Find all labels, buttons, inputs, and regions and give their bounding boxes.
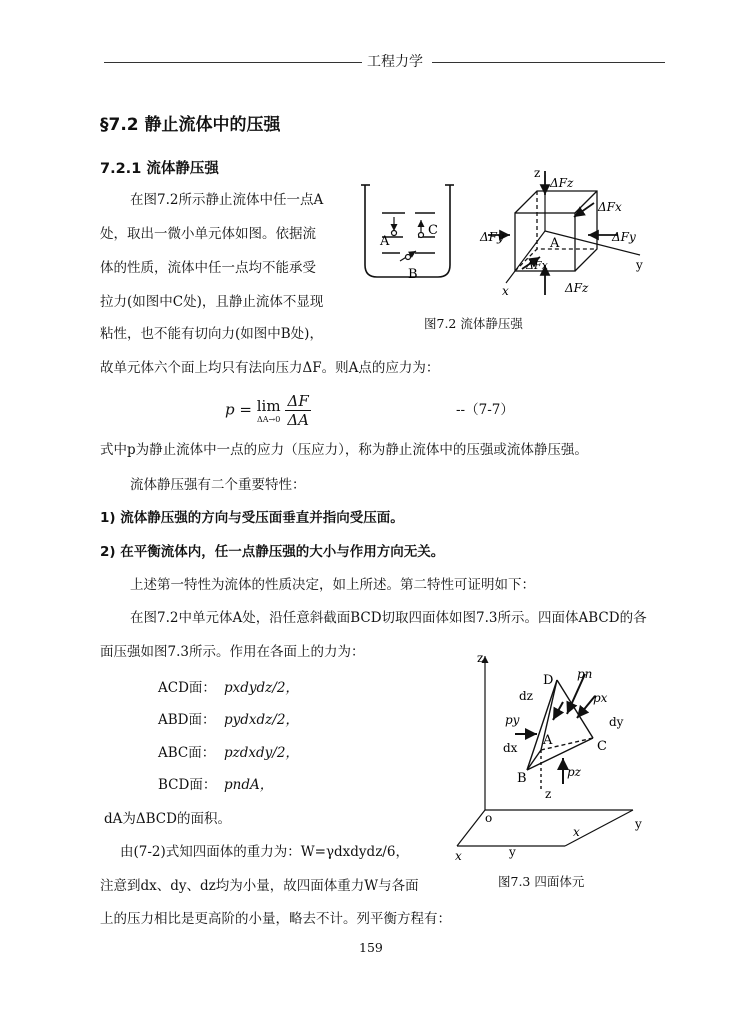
formula-lim-word: lim (256, 397, 281, 415)
property-2: 2) 在平衡流体内，任一点静压强的大小与作用方向无关。 (100, 544, 445, 560)
label-inner-y: y (509, 845, 516, 859)
formula-lhs: p = (225, 400, 252, 419)
formula-numerator: ΔF (285, 392, 311, 411)
label-point-c: C (428, 223, 438, 238)
beaker (361, 185, 454, 277)
header-rule-right (432, 62, 665, 63)
label-cube-a: A (550, 236, 560, 251)
label-force-fx-inner: ΔFx (526, 259, 548, 272)
label-point-a: A (380, 234, 390, 249)
paragraph-line: 在图7.2所示静止流体中任一点A (130, 192, 324, 208)
label-pn: pn (577, 667, 593, 681)
force-face-abc: ABC面： (158, 745, 216, 761)
paragraph-line: 拉力(如图中C处)，且静止流体不显现 (100, 294, 324, 310)
label-outer-y: y (635, 817, 642, 831)
label-px: px (593, 691, 608, 705)
label-dx: dx (503, 741, 518, 755)
label-dy: dy (609, 715, 624, 729)
force-expr-acd: pxdydz/2， (224, 680, 299, 696)
force-expr-abd: pydxdz/2， (224, 712, 299, 728)
paragraph-line: 粘性，也不能有切向力(如图中B处)， (100, 326, 323, 342)
label-axis-z: z (534, 166, 541, 180)
paragraph-5-line-2: 面压强如图7.3所示。作用在各面上的力为： (100, 644, 365, 660)
header-title: 工程力学 (367, 54, 423, 70)
label-outer-z: z (477, 651, 484, 665)
paragraph-line: 处，取出一微小单元体如图。依据流 (100, 226, 316, 242)
label-axis-x: x (502, 284, 509, 298)
property-1: 1) 流体静压强的方向与受压面垂直并指向受压面。 (100, 510, 404, 526)
label-vertex-b: B (517, 771, 527, 786)
label-pz: pz (567, 765, 582, 779)
formula-lim-subscript: ΔA→0 (256, 415, 281, 424)
formula-tag: --（7-7） (456, 402, 514, 418)
label-dz: dz (519, 689, 534, 703)
beaker-points (392, 217, 424, 261)
paragraph-7-line-2: 注意到dx、dy、dz均为小量，故四面体重力W与各面 (100, 878, 419, 894)
figure-7-2-caption: 图7.2 流体静压强 (424, 316, 523, 331)
paragraph-7-line-1: 由(7-2)式知四面体的重力为：W=γdxdydz/6， (120, 844, 409, 860)
paragraph-5-line-1: 在图7.2中单元体A处，沿任意斜截面BCD切取四面体如图7.3所示。四面体ABCD的各 (130, 610, 647, 626)
paragraph-4: 上述第一特性为流体的性质决定，如上所述。第二特性可证明如下： (130, 577, 535, 593)
label-force-fy-right: ΔFy (612, 230, 636, 244)
label-force-fy-left: ΔFy (480, 230, 504, 244)
paragraph-line: 体的性质，流体中任一点均不能承受 (100, 260, 316, 276)
formula-fraction (285, 392, 311, 429)
label-vertex-d: D (543, 673, 554, 688)
formula-limit (257, 397, 281, 424)
label-inner-z: z (545, 787, 552, 801)
label-py: py (505, 713, 520, 727)
figure-7-2 (360, 165, 660, 335)
label-axis-y: y (636, 258, 643, 272)
page-number: 159 (359, 940, 383, 955)
formula-denominator: ΔA (287, 411, 310, 429)
label-vertex-a: A (543, 733, 553, 748)
label-force-fz-top: ΔFz (550, 176, 574, 190)
label-force-fx: ΔFx (598, 200, 622, 214)
paragraph-7-line-3: 上的压力相比是更高阶的小量，略去不计。列平衡方程有： (100, 911, 451, 927)
label-inner-x: x (573, 825, 580, 839)
label-force-fz-bottom: ΔFz (565, 281, 589, 295)
label-origin: o (485, 811, 493, 825)
paragraph-line: 故单元体六个面上均只有法向压力ΔF。则A点的应力为： (100, 360, 440, 376)
paragraph-2: 式中p为静止流体中一点的应力（压应力），称为静止流体中的压强或流体静压强。 (100, 442, 588, 458)
label-outer-x: x (455, 849, 462, 863)
force-expr-abc: pzdxdy/2， (224, 745, 299, 761)
figure-7-3-caption: 图7.3 四面体元 (498, 874, 585, 889)
subsection-title: 7.2.1 流体静压强 (100, 161, 219, 177)
force-expr-bcd: pndA， (224, 777, 274, 793)
force-face-bcd: BCD面： (158, 777, 217, 793)
figure-7-3 (445, 650, 660, 865)
paragraph-3: 流体静压强有二个重要特性： (130, 477, 306, 493)
paragraph-6: dA为ΔBCD的面积。 (104, 811, 231, 827)
formula-7-7 (225, 392, 311, 429)
label-point-b: B (408, 267, 418, 282)
force-face-acd: ACD面： (158, 680, 216, 696)
label-vertex-c: C (597, 739, 607, 754)
header-rule-left (104, 62, 362, 63)
section-title: §7.2 静止流体中的压强 (100, 115, 281, 135)
force-face-abd: ABD面： (158, 712, 216, 728)
